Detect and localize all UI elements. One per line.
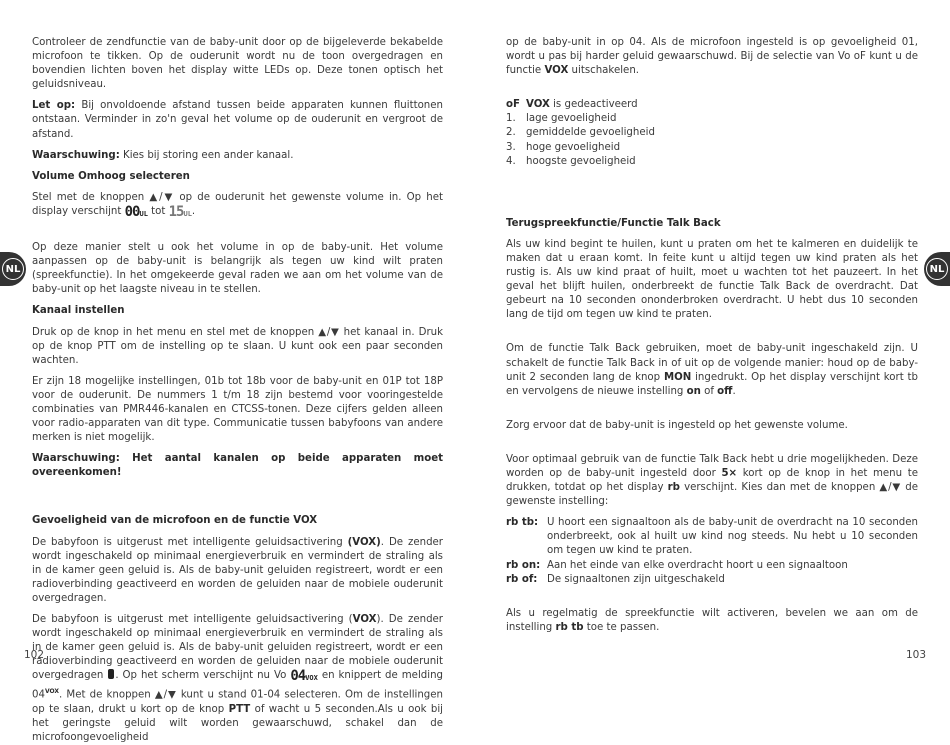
vox2-text-d: . Op het scherm verschijnt nu Vo bbox=[115, 670, 291, 682]
volume-text-a: Stel met de knoppen ▲/▼ op de ouderunit het gewenste volume in. Op het display verschijnt bbox=[32, 191, 443, 217]
vox2-text-g: . Met de knoppen ▲/▼ kunt u stand 01-04 selecteren. Om de instellingen op te slaan, drukt u kort op de knop bbox=[32, 689, 443, 715]
vox2-text-a: De babyfoon is uitgerust met intelligente geluidsactivering ( bbox=[32, 614, 353, 625]
display-unit: UL bbox=[183, 209, 192, 218]
vox-off-bold: VOX bbox=[526, 99, 550, 111]
vox2-text-e: en knippert de melding 04 bbox=[32, 670, 443, 701]
list-text: hoogste gevoeligheid bbox=[526, 155, 636, 167]
display-04-icon bbox=[290, 669, 318, 685]
talk5-text-c: toe te passen. bbox=[583, 621, 660, 633]
language-tab-right bbox=[924, 252, 950, 286]
vox2-text-c: ). De zender wordt ingeschakeld op minimaal energieverbruik en vermindert de straling als in de kamer geen geluid is. Als de baby-unit geluiden registreert, wordt er een radioverbinding geactiveerd en worden de geluiden naar de mobiele ouderunit overgedragen bbox=[32, 614, 443, 682]
list-number: 3. bbox=[506, 141, 516, 153]
paragraph-volume bbox=[32, 191, 443, 221]
volume-text-c: . bbox=[191, 205, 196, 217]
vox1-text-a: De babyfoon is uitgerust met intelligente geluidsactivering bbox=[32, 536, 348, 548]
language-tab-label: NL bbox=[926, 258, 948, 280]
paragraph-talk-1: Als uw kind begint te huilen, kunt u praten om het te kalmeren en duidelijk te maken dat u eraan komt. In feite kunt u altijd tegen uw kind praten als het rustig is. Als uw kind praat of huilt, moet u wachten tot het pauzeert. In het geval het blijft huilen, onderbreekt de functie Talk Back de overdracht. Dat gebeurt na 10 seconden ononderbroken overdracht. U hebt dus 10 seconden lang de tijd om tegen uw kind te praten. bbox=[506, 238, 918, 321]
let-op-label: Let op: bbox=[32, 100, 76, 112]
paragraph-talk-4 bbox=[506, 453, 918, 509]
list-number: 2. bbox=[506, 127, 516, 139]
display-unit: UL bbox=[139, 209, 148, 218]
vox-off-label: oF bbox=[506, 99, 520, 111]
list-item bbox=[506, 573, 918, 587]
page-number-right: 103 bbox=[906, 649, 927, 661]
heading-volume: Volume Omhoog selecteren bbox=[32, 170, 190, 182]
paragraph-vox-continued bbox=[506, 36, 918, 78]
paragraph-talk-2 bbox=[506, 342, 918, 398]
vox2-text-i: of wacht u 5 seconden.Als u ook bij het geringste geluid wilt worden gewaarschuwd, schakel dan de microfoongevoeligheid bbox=[32, 703, 443, 744]
paragraph-kanaal-1: Druk op de knop in het menu en stel met de knoppen ▲/▼ het kanaal in. Druk op de knop PTT om de instelling op te slaan. U kunt ook een paar seconden wachten. bbox=[32, 326, 443, 366]
vox-superscript: VOX bbox=[44, 688, 60, 696]
microphone-icon bbox=[108, 669, 114, 679]
list-item bbox=[506, 155, 918, 169]
talk4-text-c: kort op de knop in het menu te drukken, totdat op het display bbox=[506, 467, 918, 494]
display-unit: VOX bbox=[305, 674, 318, 683]
vox-off-text: is gedeactiveerd bbox=[549, 99, 638, 111]
heading-talk-back: Terugspreekfunctie/Functie Talk Back bbox=[506, 217, 721, 229]
talk4-text-e: verschijnt. Kies dan met de knoppen ▲/▼ de gewenste instelling: bbox=[506, 482, 918, 508]
talk-back-options bbox=[506, 516, 918, 586]
list-item bbox=[506, 559, 918, 573]
rb-tb-label: rb tb bbox=[555, 621, 584, 633]
paragraph-warning-storing bbox=[32, 149, 443, 163]
list-text: lage gevoeligheid bbox=[526, 113, 617, 125]
on-label: on bbox=[686, 385, 701, 397]
talk2-text-g: . bbox=[732, 385, 736, 397]
option-desc: U hoort een signaaltoon als de baby-unit de overdracht na 10 seconden onderbreekt, ook al huilt uw kind nog steeds. Nu hebt u 10 seconden om tegen uw kind te praten. bbox=[547, 517, 918, 557]
option-term: rb on: bbox=[506, 559, 541, 571]
paragraph-talk-5 bbox=[506, 607, 918, 635]
heading-kanaal: Kanaal instellen bbox=[32, 305, 125, 317]
list-item bbox=[506, 516, 918, 558]
display-00-icon bbox=[125, 205, 148, 221]
mon-label: MON bbox=[663, 371, 692, 383]
left-page bbox=[32, 36, 443, 745]
list-item bbox=[506, 112, 918, 126]
option-term: rb tb: bbox=[506, 517, 539, 529]
display-value: 15 bbox=[168, 203, 184, 220]
warning-label: Waarschuwing: bbox=[32, 149, 120, 161]
language-tab-label: NL bbox=[2, 258, 24, 280]
paragraph-zendfunctie: Controleer de zendfunctie van de baby-unit door op de bijgeleverde bekabelde microfoon te tikken. Op de ouderunit wordt nu de toon overgedragen en bovendien lichten boven het display witte LEDs op. Deze tonen optisch het geluidsniveau. bbox=[32, 37, 443, 91]
heading-vox: Gevoeligheid van de microfoon en de functie VOX bbox=[32, 515, 318, 527]
five-times-label: 5× bbox=[721, 467, 738, 479]
display-15-icon bbox=[169, 205, 192, 221]
paragraph-vox-1 bbox=[32, 536, 443, 606]
off-label: off bbox=[717, 385, 733, 397]
language-tab-left bbox=[0, 252, 26, 286]
continued-bold: VOX bbox=[544, 65, 569, 77]
list-number: 4. bbox=[506, 155, 516, 167]
volume-text-b: tot bbox=[147, 205, 169, 217]
option-desc: De signaaltonen zijn uitgeschakeld bbox=[547, 573, 725, 585]
vox2-bold: VOX bbox=[352, 614, 377, 625]
warning-text: Kies bij storing een ander kanaal. bbox=[119, 149, 294, 161]
option-term: rb of: bbox=[506, 573, 538, 585]
list-item bbox=[506, 126, 918, 140]
ptt-label: PTT bbox=[228, 703, 251, 715]
paragraph-talk-3: Zorg ervoor dat de baby-unit is ingesteld op het gewenste volume. bbox=[506, 419, 848, 431]
talk2-text-a: Om de functie Talk Back gebruiken, moet de baby-unit ingeschakeld zijn. U schakelt de functie Talk Back in of uit op de volgende manier: houd op de baby-unit 2 seconden lang de knop bbox=[506, 343, 918, 383]
talk2-text-e: of bbox=[700, 385, 718, 397]
warning-kanaal: Waarschuwing: Het aantal kanalen op beide apparaten moet overeenkomen! bbox=[32, 453, 443, 479]
list-text: gemiddelde gevoeligheid bbox=[526, 127, 655, 139]
paragraph-vox-2 bbox=[32, 613, 443, 745]
sensitivity-list bbox=[506, 112, 918, 168]
display-value: 04 bbox=[290, 668, 306, 685]
list-item bbox=[506, 141, 918, 155]
list-number: 1. bbox=[506, 113, 516, 125]
vox1-text-c: . De zender wordt ingeschakeld op minimaal energieverbruik en vermindert de straling als in de kamer geen geluid is. Als de baby-unit geluiden registreert, wordt er een radioverbinding geactiveerd en worden de geluiden naar de mobiele ouderunit overgedragen. bbox=[32, 536, 443, 604]
paragraph-kanaal-2: Er zijn 18 mogelijke instellingen, 01b tot 18b voor de baby-unit en 01P tot 18P voor de ouderunit. De nummers 1 t/m 18 zijn bestemd voor vooringestelde combinaties van PMR446-kanalen en CTCSS-tonen. Deze cijfers gelden alleen voor radio-apparaten van dit type. Communicatie tussen babyfoons van andere merken is niet mogelijk. bbox=[32, 375, 443, 444]
vox-off-line bbox=[506, 98, 918, 112]
vox1-bold: (VOX) bbox=[347, 536, 381, 548]
display-value: 00 bbox=[124, 203, 140, 220]
option-desc: Aan het einde van elke overdracht hoort u een signaaltoon bbox=[547, 559, 848, 571]
list-text: hoge gevoeligheid bbox=[526, 141, 621, 153]
paragraph-volume-baby-unit: Op deze manier stelt u ook het volume in op de baby-unit. Het volume aanpassen op de baby-unit is belangrijk als tegen uw kind wilt praten (spreekfunctie). In het omgekeerde geval raden we aan om het volume van de baby-unit op het laagste niveau in te stellen. bbox=[32, 242, 443, 296]
talk2-text-c: ingedrukt. Op het display verschijnt kort tb en vervolgens de nieuwe instelling bbox=[506, 371, 918, 397]
talk5-text-a: Als u regelmatig de spreekfunctie wilt activeren, bevelen we aan om de instelling bbox=[506, 607, 918, 633]
talk4-text-a: Voor optimaal gebruik van de functie Talk Back hebt u drie mogelijkheden. Deze worden op de baby-unit ingesteld door bbox=[506, 453, 918, 479]
page-number-left: 102 bbox=[24, 649, 45, 661]
paragraph-let-op bbox=[32, 99, 443, 141]
rb-label: rb bbox=[667, 482, 680, 494]
continued-text-a: op de baby-unit in op 04. Als de microfoon ingesteld is op gevoeligheid 01, wordt u pas bij harder geluid gewaarschuwd. Bij de selectie van Vo oF kunt u de functie bbox=[506, 37, 918, 77]
right-page bbox=[506, 36, 918, 635]
let-op-text: Bij onvoldoende afstand tussen beide apparaten kunnen fluittonen ontstaan. Verminder in zo'n geval het volume op de ouderunit en vergroot de afstand. bbox=[32, 100, 443, 140]
continued-text-c: uitschakelen. bbox=[568, 65, 640, 77]
